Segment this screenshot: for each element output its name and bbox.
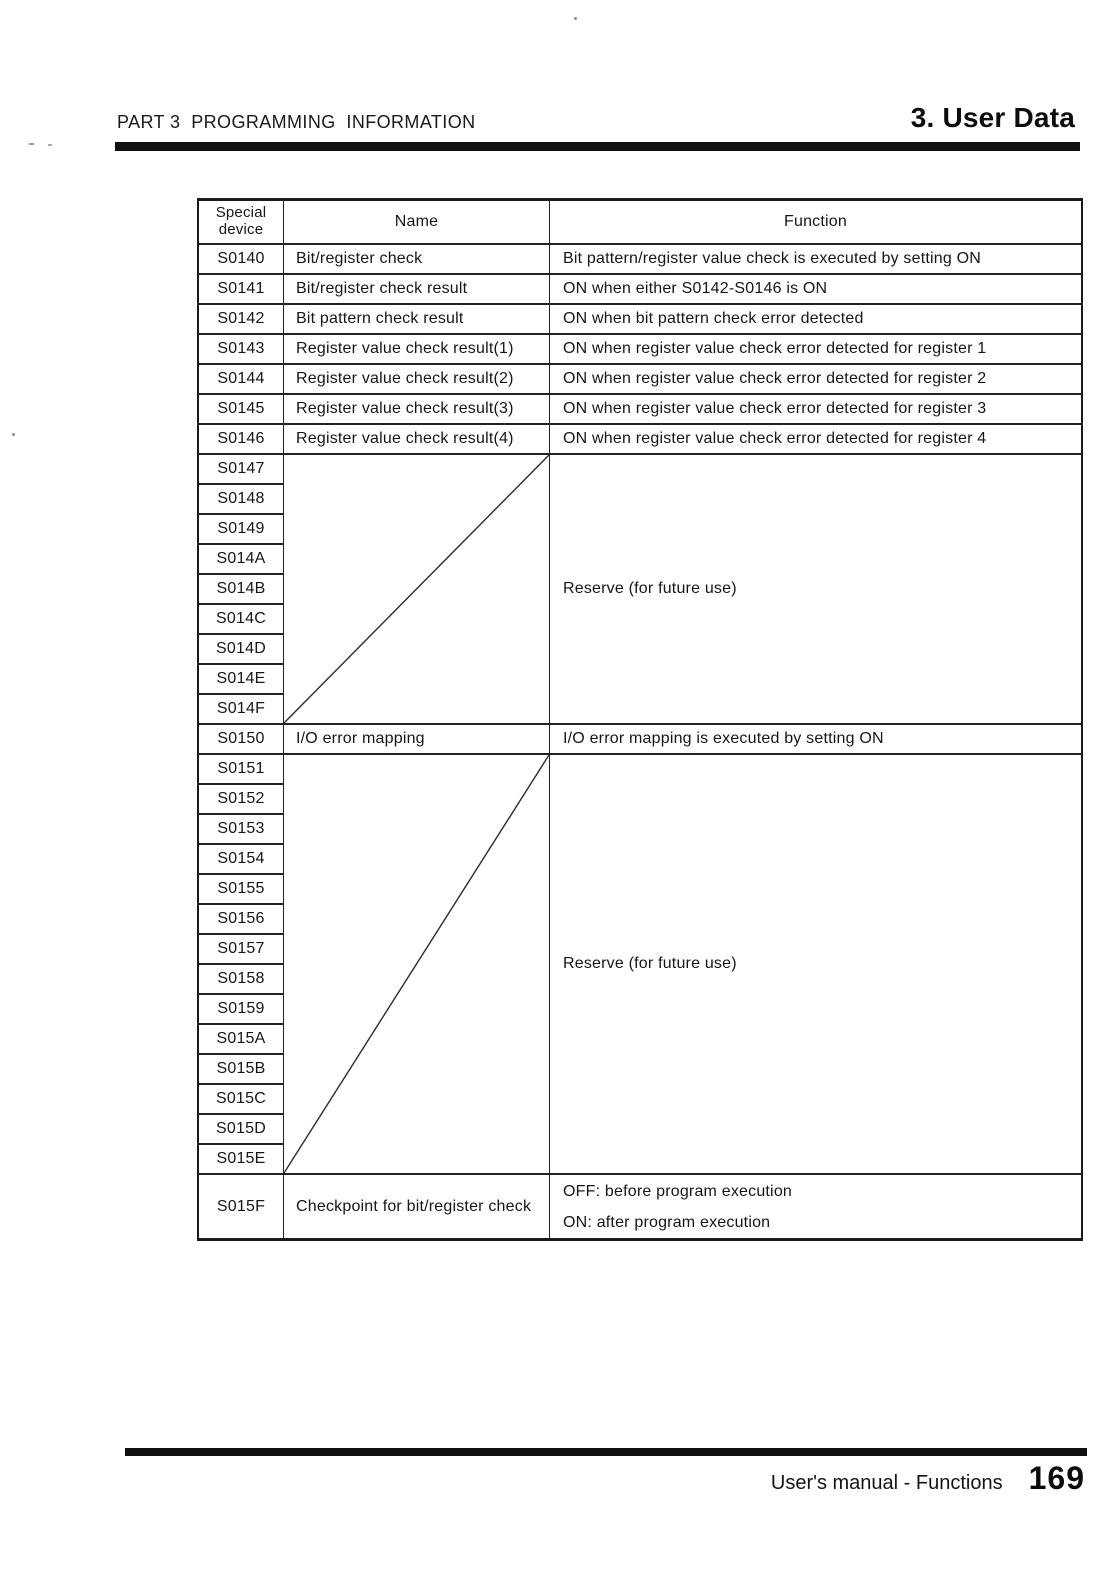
reserved-name-cell	[283, 453, 549, 723]
name-cell: Register value check result(3)	[283, 393, 549, 423]
reserve-block-1-devices	[199, 453, 283, 723]
column-header-function: Function	[549, 201, 1081, 243]
diagonal-strikethrough-line	[284, 755, 549, 1173]
function-cell: ON when register value check error detected for register 3	[549, 393, 1081, 423]
footer	[771, 1460, 1085, 1497]
device-cell: S0152	[199, 783, 283, 813]
scan-artifact	[29, 143, 34, 145]
device-cell: S0148	[199, 483, 283, 513]
device-cell: S015D	[199, 1113, 283, 1143]
reserve-block-1	[199, 453, 1081, 723]
device-cell: S0153	[199, 813, 283, 843]
device-cell: S015F	[199, 1173, 283, 1238]
device-cell: S0158	[199, 963, 283, 993]
page-header-left: PART 3 PROGRAMMING INFORMATION	[117, 112, 476, 132]
table-header-row	[199, 201, 1081, 243]
table-row	[199, 333, 1081, 363]
name-cell: Register value check result(2)	[283, 363, 549, 393]
function-cell: Reserve (for future use)	[549, 453, 1081, 723]
scan-artifact	[12, 433, 15, 436]
device-cell: S0147	[199, 453, 283, 483]
device-cell: S015E	[199, 1143, 283, 1173]
footer-label: User's manual - Functions	[770, 1472, 1003, 1494]
reserved-name-cell	[283, 753, 549, 1173]
function-cell	[549, 1173, 1081, 1238]
function-cell: Bit pattern/register value check is executed by setting ON	[549, 243, 1081, 273]
function-cell: ON when register value check error detected for register 1	[549, 333, 1081, 363]
device-cell: S014D	[199, 633, 283, 663]
page-header-right: 3. User Data	[910, 102, 1075, 133]
function-cell: ON when bit pattern check error detected	[549, 303, 1081, 333]
device-cell: S0145	[199, 393, 283, 423]
device-cell: S0141	[199, 273, 283, 303]
scan-artifact	[48, 144, 52, 146]
name-cell: I/O error mapping	[283, 723, 549, 753]
table-row-checkpoint	[199, 1173, 1081, 1238]
scan-artifact	[574, 17, 577, 20]
table-row	[199, 423, 1081, 453]
device-cell: S015C	[199, 1083, 283, 1113]
table-row	[199, 363, 1081, 393]
name-cell: Bit/register check	[283, 243, 549, 273]
device-cell: S015B	[199, 1053, 283, 1083]
device-cell: S0151	[199, 753, 283, 783]
device-cell: S014E	[199, 663, 283, 693]
device-cell: S0154	[199, 843, 283, 873]
device-cell: S0143	[199, 333, 283, 363]
device-cell: S0149	[199, 513, 283, 543]
device-cell: S0142	[199, 303, 283, 333]
function-cell: ON when either S0142-S0146 is ON	[549, 273, 1081, 303]
device-cell: S0155	[199, 873, 283, 903]
device-cell: S014A	[199, 543, 283, 573]
function-cell: I/O error mapping is executed by setting ON	[549, 723, 1081, 753]
name-cell: Bit pattern check result	[283, 303, 549, 333]
column-header-name: Name	[283, 201, 549, 243]
device-cell: S0144	[199, 363, 283, 393]
name-cell: Checkpoint for bit/register check	[283, 1173, 549, 1238]
diagonal-strikethrough-line	[284, 455, 549, 723]
device-cell: S014F	[199, 693, 283, 723]
device-cell: S0140	[199, 243, 283, 273]
function-line-on: ON: after program execution	[563, 1214, 771, 1231]
name-cell: Register value check result(4)	[283, 423, 549, 453]
device-cell: S0159	[199, 993, 283, 1023]
reserve-block-2-devices	[199, 753, 283, 1173]
column-header-special-device: Special device	[215, 204, 267, 238]
function-cell: ON when register value check error detected for register 4	[549, 423, 1081, 453]
device-cell: S015A	[199, 1023, 283, 1053]
device-cell: S0156	[199, 903, 283, 933]
table-row	[199, 303, 1081, 333]
table-row	[199, 243, 1081, 273]
table-row	[199, 723, 1081, 753]
header-rule	[115, 142, 1080, 151]
device-cell: S0157	[199, 933, 283, 963]
device-cell: S014C	[199, 603, 283, 633]
reserve-block-2	[199, 753, 1081, 1173]
footer-page-number: 169	[1028, 1460, 1085, 1496]
footer-rule	[125, 1448, 1087, 1456]
table-row	[199, 273, 1081, 303]
function-line-off: OFF: before program execution	[563, 1183, 793, 1200]
table-row	[199, 393, 1081, 423]
function-cell: Reserve (for future use)	[549, 753, 1081, 1173]
device-cell: S0146	[199, 423, 283, 453]
name-cell: Bit/register check result	[283, 273, 549, 303]
function-cell: ON when register value check error detected for register 2	[549, 363, 1081, 393]
special-device-table	[197, 198, 1083, 1241]
device-cell: S0150	[199, 723, 283, 753]
name-cell: Register value check result(1)	[283, 333, 549, 363]
device-cell: S014B	[199, 573, 283, 603]
